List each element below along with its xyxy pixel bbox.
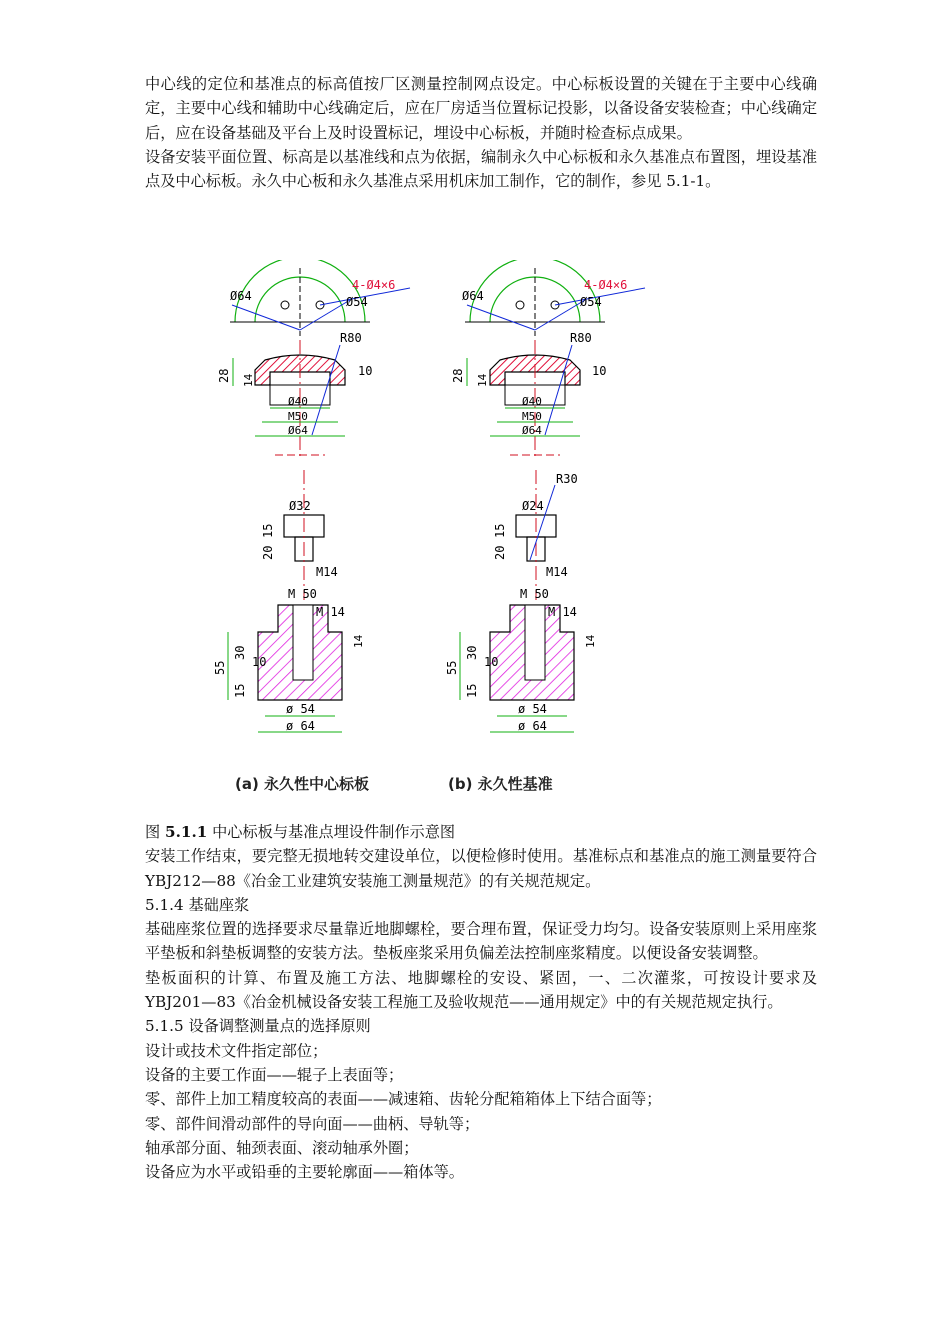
dim-label: 10 — [484, 655, 499, 669]
section-heading: 5.1.4 基础座浆 — [145, 895, 250, 914]
dim-label: M 50 — [288, 587, 317, 601]
dim-label: M14 — [316, 565, 338, 579]
list-item: 零、部件间滑动部件的导向面——曲柄、导轨等； — [145, 1114, 480, 1133]
caption-text: 中心标板与基准点埋设件制作示意图 — [207, 823, 456, 841]
dim-label: M 50 — [520, 587, 549, 601]
dim-label: ø 64 — [286, 719, 315, 733]
dim-label: M50 — [288, 410, 308, 423]
figure-b — [445, 260, 645, 733]
dim-label: 55 — [213, 660, 227, 675]
figure-a — [213, 260, 410, 733]
dim-label: Ø24 — [522, 499, 544, 513]
dim-label: Ø64 — [522, 424, 542, 437]
dim-label: 55 — [445, 660, 459, 675]
dim-label: 4-Ø4×6 — [584, 278, 628, 292]
engineering-drawing — [0, 260, 950, 820]
dim-label: 20 — [493, 545, 507, 560]
dim-label: 15 — [493, 523, 507, 538]
caption-prefix: 图 — [145, 823, 166, 841]
dim-label: Ø54 — [580, 295, 602, 309]
dim-label: 14 — [476, 373, 489, 387]
dim-label: ø 64 — [518, 719, 547, 733]
dim-label: Ø64 — [288, 424, 308, 437]
dim-label: ø 54 — [286, 702, 315, 716]
dim-label: 15 — [233, 683, 247, 698]
figure-caption — [145, 820, 817, 844]
paragraph: 垫板面积的计算、布置及施工方法、地脚螺栓的安设、紧固，一、二次灌浆，可按设计要求及YBJ201—83《冶金机械设备安装工程施工及验收规范——通用规定》中的有关规范规定执行。 — [145, 968, 817, 1012]
list-item: 轴承部分面、轴颈表面、滚动轴承外圈； — [145, 1138, 419, 1157]
dim-label: 15 — [465, 683, 479, 698]
dim-label: M 14 — [548, 605, 577, 619]
dim-label: Ø40 — [522, 395, 542, 408]
dim-label: 28 — [451, 368, 465, 383]
dim-label: Ø64 — [230, 289, 252, 303]
dim-label: 14 — [352, 634, 365, 648]
dim-label: 10 — [252, 655, 267, 669]
dim-label: R80 — [570, 331, 592, 345]
dim-label: R30 — [556, 472, 578, 486]
caption-number: 5.1.1 — [165, 823, 208, 841]
dim-label: ø 54 — [518, 702, 547, 716]
dim-label: R80 — [340, 331, 362, 345]
dim-label: Ø40 — [288, 395, 308, 408]
list-item: 设备的主要工作面——辊子上表面等； — [145, 1065, 404, 1084]
subfigure-label-a: (a) 永久性中心标板 — [235, 775, 370, 793]
section-heading: 5.1.5 设备调整测量点的选择原则 — [145, 1017, 371, 1036]
paragraph: 设备安装平面位置、标高是以基准线和点为依据，编制永久中心标板和永久基准点布置图，埋设基准点及中心标板。永久中心板和永久基准点采用机床加工制作，它的制作，参见 5.1-1。 — [145, 147, 817, 191]
dim-label: 15 — [261, 523, 275, 538]
dim-label: 30 — [465, 645, 479, 660]
dim-label: 30 — [233, 645, 247, 660]
text-block-bottom — [145, 820, 817, 1184]
list-item: 设备应为水平或铅垂的主要轮廓面——箱体等。 — [145, 1163, 464, 1182]
figure-drawing — [0, 260, 950, 820]
dim-label: 14 — [242, 373, 255, 387]
list-item: 设计或技术文件指定部位； — [145, 1041, 328, 1060]
dim-label: 20 — [261, 545, 275, 560]
dim-label: Ø32 — [289, 499, 311, 513]
dim-label: 10 — [592, 364, 607, 378]
list-item: 零、部件上加工精度较高的表面——减速箱、齿轮分配箱箱体上下结合面等； — [145, 1090, 662, 1109]
paragraph: 安装工作结束，要完整无损地转交建设单位，以便检修时使用。基准标点和基准点的施工测量要符合 YBJ212—88《冶金工业建筑安装施工测量规范》的有关规范规定。 — [145, 847, 817, 890]
paragraph: 中心线的定位和基准点的标高值按厂区测量控制网点设定。中心标板设置的关键在于主要中心线确定，主要中心线和辅助中心线确定后，应在厂房适当位置标记投影，以备设备安装检查；中心线确定后，应在设备基础及平台上及时设置标记，埋设中心标板，并随时检查标点成果。 — [145, 75, 817, 142]
dim-label: 28 — [217, 368, 231, 383]
dim-label: M 14 — [316, 605, 345, 619]
subfigure-label-b: (b) 永久性基准 — [448, 775, 553, 793]
dim-label: 14 — [584, 634, 597, 648]
dim-label: M14 — [546, 565, 568, 579]
dim-label: Ø64 — [462, 289, 484, 303]
text-block-top — [145, 72, 817, 193]
paragraph: 基础座浆位置的选择要求尽量靠近地脚螺栓，要合理布置，保证受力均匀。设备安装原则上采用座浆平垫板和斜垫板调整的安装方法。垫板座浆采用负偏差法控制座浆精度。以便设备安装调整。 — [145, 920, 817, 963]
dim-label: 4-Ø4×6 — [352, 278, 396, 292]
dim-label: 10 — [358, 364, 373, 378]
dim-label: M50 — [522, 410, 542, 423]
dim-label: Ø54 — [346, 295, 368, 309]
